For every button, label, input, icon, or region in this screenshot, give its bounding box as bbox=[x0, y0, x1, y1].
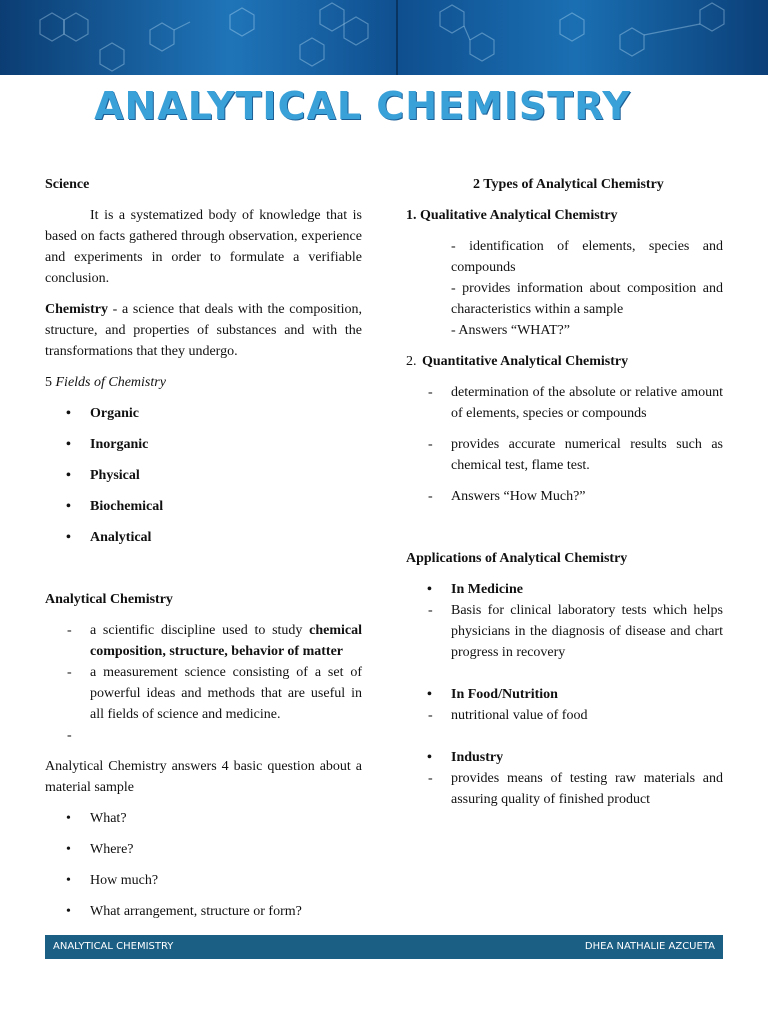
quant-title: Quantitative Analytical Chemistry bbox=[422, 354, 629, 369]
empty-list-item bbox=[45, 725, 362, 746]
list-item: • In Food/Nutrition bbox=[406, 684, 723, 705]
bullet-icon: • bbox=[427, 582, 432, 597]
left-column bbox=[45, 174, 362, 922]
footer-author: DHEA NATHALIE AZCUETA bbox=[584, 941, 715, 952]
chemistry-term: Chemistry bbox=[45, 302, 108, 317]
quant-number: 2. bbox=[406, 354, 417, 369]
bullet-icon: • bbox=[66, 873, 71, 888]
bullet-icon: • bbox=[66, 811, 71, 826]
dash-icon: - bbox=[428, 771, 433, 786]
dash-icon: - bbox=[428, 437, 433, 452]
bullet-icon: • bbox=[66, 468, 71, 483]
list-item: • Inorganic bbox=[45, 434, 362, 455]
list-item: - a measurement science consisting of a set of powerful ideas and methods that are useful in all fields of science and medicine. bbox=[45, 662, 362, 725]
qualitative-heading: 1. Qualitative Analytical Chemistry bbox=[406, 208, 618, 223]
list-item: • Physical bbox=[45, 465, 362, 486]
fields-label: Fields of Chemistry bbox=[55, 375, 166, 390]
banner-divider bbox=[396, 0, 398, 75]
bullet-icon: • bbox=[66, 437, 71, 452]
list-item: • Organic bbox=[45, 403, 362, 424]
list-item: • In Medicine bbox=[406, 579, 723, 600]
list-item: - provides accurate numerical results such as chemical test, flame test. bbox=[406, 434, 723, 476]
dash-icon: - bbox=[67, 728, 72, 743]
fields-number: 5 bbox=[45, 375, 52, 390]
chemistry-def-text: - a science that deals with the composition, structure, and properties of substances and with the transformations that they undergo. bbox=[45, 302, 362, 359]
bullet-icon: • bbox=[66, 904, 71, 919]
analytical-chemistry-heading: Analytical Chemistry bbox=[45, 592, 173, 607]
list-item: • Where? bbox=[45, 839, 362, 860]
page-title: ANALYTICAL CHEMISTRY bbox=[94, 84, 631, 128]
bullet-icon: • bbox=[66, 406, 71, 421]
quantitative-heading bbox=[406, 351, 723, 372]
molecule-pattern-icon bbox=[0, 0, 768, 75]
list-item: • Biochemical bbox=[45, 496, 362, 517]
dash-icon: - bbox=[67, 665, 72, 680]
bullet-icon: • bbox=[427, 687, 432, 702]
bullet-icon: • bbox=[427, 750, 432, 765]
fields-heading bbox=[45, 372, 362, 393]
bullet-icon: • bbox=[66, 530, 71, 545]
dash-icon: - bbox=[428, 489, 433, 504]
list-item: • How much? bbox=[45, 870, 362, 891]
science-heading: Science bbox=[45, 177, 90, 192]
list-item: - Answers “How Much?” bbox=[406, 486, 723, 507]
list-item: • What? bbox=[45, 808, 362, 829]
list-item: - determination of the absolute or relative amount of elements, species or compounds bbox=[406, 382, 723, 424]
science-definition: It is a systematized body of knowledge that is based on facts gathered through observation, experience and experiments in order to formulate a verifiable conclusion. bbox=[45, 208, 362, 286]
list-item: - a scientific discipline used to study chemical composition, structure, behavior of matter bbox=[45, 620, 362, 662]
applications-heading: Applications of Analytical Chemistry bbox=[406, 551, 628, 566]
list-item: - nutritional value of food bbox=[406, 705, 723, 726]
list-item: • What arrangement, structure or form? bbox=[45, 901, 362, 922]
list-item: - provides means of testing raw materials and assuring quality of finished product bbox=[406, 768, 723, 810]
bullet-icon: • bbox=[66, 499, 71, 514]
list-item: • Analytical bbox=[45, 527, 362, 548]
right-column bbox=[406, 174, 723, 810]
types-heading: 2 Types of Analytical Chemistry bbox=[473, 177, 664, 192]
questions-intro: Analytical Chemistry answers 4 basic question about a material sample bbox=[45, 759, 362, 795]
bullet-icon: • bbox=[66, 842, 71, 857]
dash-icon: - bbox=[428, 708, 433, 723]
dash-icon: - bbox=[428, 603, 433, 618]
list-item: • Industry bbox=[406, 747, 723, 768]
list-item: - identification of elements, species and compounds bbox=[451, 239, 723, 275]
chemistry-definition bbox=[45, 299, 362, 362]
header-banner bbox=[0, 0, 768, 75]
list-item: - Basis for clinical laboratory tests which helps physicians in the diagnosis of disease and chart progress in recovery bbox=[406, 600, 723, 663]
dash-icon: - bbox=[67, 623, 72, 638]
list-item: - Answers “WHAT?” bbox=[451, 323, 570, 338]
dash-icon: - bbox=[428, 385, 433, 400]
footer-bar bbox=[45, 935, 723, 959]
footer-title: ANALYTICAL CHEMISTRY bbox=[53, 941, 174, 952]
list-item: - provides information about composition and characteristics within a sample bbox=[451, 281, 723, 317]
